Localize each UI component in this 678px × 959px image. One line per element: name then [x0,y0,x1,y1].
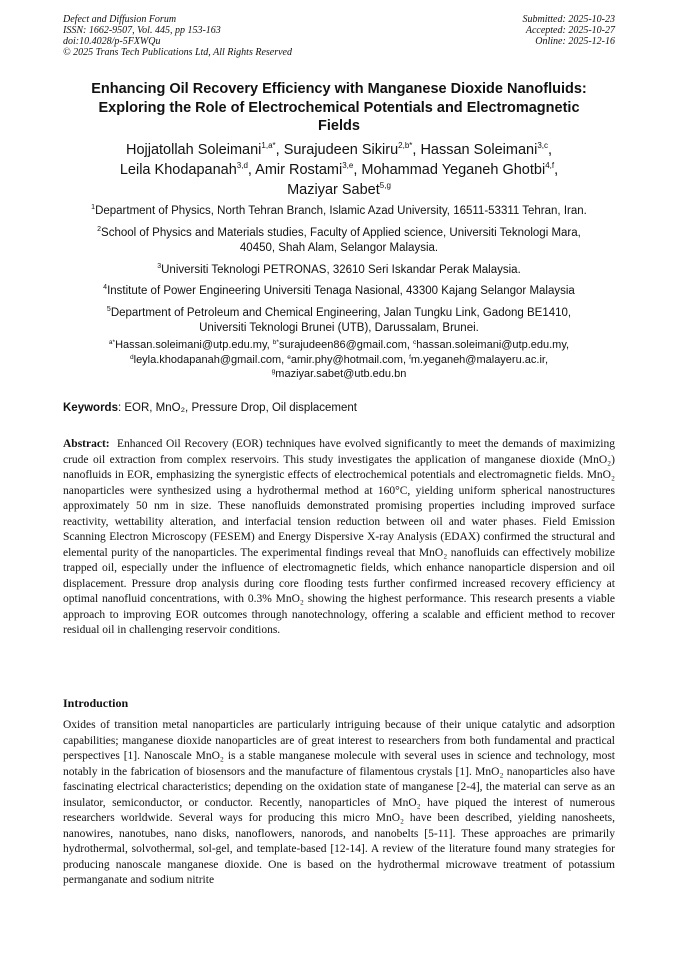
email-sup: d [130,353,134,361]
introduction-section [63,718,615,889]
email-sup: c [413,339,417,346]
affiliation-text: School of Physics and Materials studies, Faculty of Applied science, Universiti Teknologi Mara, [101,226,581,239]
affiliation-number: 2 [97,225,102,233]
abstract-text: Enhanced Oil Recovery (EOR) techniques have evolved significantly to meet the demands of maximizing crude oil extraction from complex reservoirs. This study investigates the application of manganese dioxide (MnO₂) nanofluids in EOR, emphasizing the synergistic effects of electrochemical potentials and electromagnetic fields. MnO₂ nanoparticles were synthesized using a hydrothermal method at 160°C, yielding uniform spherical nanostructures approximately 50 nm in size. These nanofluids demonstrated promising properties including improved surface reactivity, wettability alteration, and interfacial tension reduction between oil and water phases. Field Emission Scanning Electron Microscopy (FESEM) and Energy Dispersive X-ray Analysis (EDAX) confirmed the structural and elemental purity of the nanoparticles. The experimental findings reveal that MnO₂ nanofluids can effectively mobilize trapped oil, especially under the influence of electromagnetic fields, which enhance nanoparticle dispersion and oil displacement. Pressure drop analysis during core flooding tests further confirmed increased recovery efficiency at optimal nanofluid concentrations, with 0.3% MnO₂ showing the highest performance. This research presents a viable approach to improving EOR outcomes through nanotechnology, offering a scalable and efficient method to recover residual oil in challenging reservoir conditions. [63,438,616,636]
online-date: Online: 2025-12-16 [535,36,615,47]
abstract-label: Abstract: [63,438,110,450]
email-list [40,338,638,382]
affiliation-number: 3 [157,262,162,270]
affiliation-1 [40,204,638,220]
author-affil-sup: 5,g [379,181,391,190]
title-line-3: Fields [318,118,360,134]
affiliation-text: Institute of Power Engineering Universiti Tenaga Nasional, 43300 Kajang Selangor Malaysia [107,285,575,297]
affiliation-number: 4 [103,284,108,291]
email-sup: b* [272,339,279,346]
keywords-label: Keywords [63,402,118,414]
journal-copyright: © 2025 Trans Tech Publications Ltd, All Rights Reserved [63,47,292,58]
submitted-date: Submitted: 2025-10-23 [522,14,615,25]
email-line-2 [40,353,638,368]
email-sup: f [409,353,411,361]
email-link[interactable]: surajudeen86@gmail.com, [278,339,410,351]
author-affil-sup: 1,a* [261,141,276,150]
affiliation-text: Universiti Teknologi PETRONAS, 32610 Seri Iskandar Perak Malaysia. [161,263,521,276]
title-line-1: Enhancing Oil Recovery Efficiency with Manganese Dioxide Nanofluids: [91,81,587,97]
accepted-date: Accepted: 2025-10-27 [525,25,615,36]
author-name: Surajudeen Sikiru [283,142,399,158]
affiliation-list [40,204,638,343]
keywords [63,402,357,414]
author-list [40,140,638,200]
affiliation-4 [40,284,638,300]
affiliation-text: Department of Petroleum and Chemical Engineering, Jalan Tungku Link, Gadong BE1410, [110,306,572,319]
publication-dates [523,14,616,47]
affiliation-number: 1 [91,204,96,211]
author-name: Hassan Soleimani [420,142,538,158]
email-sup: g [271,368,276,375]
email-link[interactable]: m.yeganeh@malayeru.ac.ir, [410,353,548,366]
email-link[interactable]: maziyar.sabet@utb.edu.bn [275,368,407,380]
introduction-heading: Introduction [63,696,129,710]
journal-doi[interactable]: doi:10.4028/p-5FXWQu [63,36,161,47]
email-line-1 [40,338,638,353]
affiliation-5 [40,306,638,337]
journal-name: Defect and Diffusion Forum [63,14,177,25]
email-line-3 [40,367,638,382]
author-name: Leila Khodapanah [119,162,237,178]
introduction-text: Oxides of transition metal nanoparticles are particularly intriguing because of their unique catalytic and adsorption capabilities; manganese dioxide nanoparticles are of great interest to researchers from both fundamental and practical perspectives [1]. Nanoscale MnO₂ is a stable manganese molecule with several uses in science and technology, most notably in the fabrication of biosensors and the manufacture of filamentous crystals [1]. MnO₂ nanoparticles also have fascinating electrical characteristics; depending on the oxidation state of manganese [2-4], the material can serve as an insulator, semiconductor, or conductor. Recently, nanoparticles of MnO₂ have piqued the interest of numerous researchers worldwide. Several ways for producing this micro MnO₂ have been described, yielding nanosheets, nanowires, nanotubes, nano disks, nanoflowers, nanorods, and nanobelts [5-11]. These approaches are primarily hydrothermal, solvothermal, sol-gel, and template-based [12-14]. A review of the literature found many strategies for producing nanoscale manganese dioxide. One is based on the hydrothermal microwave treatment of potassium permanganate and sodium nitrite [63,719,615,886]
keywords-text: : EOR, MnO₂, Pressure Drop, Oil displacement [117,402,357,414]
author-line-1: Hojjatollah Soleimani$^{1,a*}$, Surajudeen Sikiru$^{2,b*}$, Hassan Soleimani$^{3,c}$, [125,141,553,158]
affiliation-number: 5 [106,305,111,313]
paper-title [40,80,638,136]
abstract-section [63,437,615,639]
email-link[interactable]: hassan.soleimani@utp.edu.my, [416,339,570,351]
author-affil-sup: 3,c [537,141,548,150]
author-name: Amir Rostami [255,162,343,178]
author-affil-sup: 3,e [342,161,354,170]
author-affil-sup: 3,d [236,161,248,170]
title-line-2: Exploring the Role of Electrochemical Potentials and Electromagnetic [98,99,580,116]
author-affil-sup: 4,f [545,161,555,170]
affiliation-2 [40,226,638,257]
journal-issn: ISSN: 1662-9507, Vol. 445, pp 153-163 [63,25,221,36]
author-line-3 [40,180,638,200]
affiliation-text: 40450, Shah Alam, Selangor Malaysia. [239,242,439,254]
affiliation-text: Universiti Teknologi Brunei (UTB), Darussalam, Brunei. [199,322,479,334]
affiliation-text: Department of Physics, North Tehran Branch, Islamic Azad University, 16511-53311 Tehran, Iran. [95,205,587,217]
author-name: Hojjatollah Soleimani [125,142,262,158]
email-sup: e [287,353,291,361]
journal-info [63,14,292,58]
author-line-2: Leila Khodapanah$^{3,d}$, Amir Rostami$^{3,e}$, Mohammad Yeganeh Ghotbi$^{4,f}$, [119,161,559,178]
email-link[interactable]: leyla.khodapanah@gmail.com, [133,353,285,366]
email-link[interactable]: amir.phy@hotmail.com, [290,353,406,366]
author-name: Mohammad Yeganeh Ghotbi [361,162,546,178]
author-affil-sup: 2,b* [398,141,413,150]
email-link[interactable]: Hassan.soleimani@utp.edu.my, [115,339,270,351]
email-sup: a* [108,339,116,346]
author-name: Maziyar Sabet [287,182,380,198]
affiliation-3 [40,263,638,279]
